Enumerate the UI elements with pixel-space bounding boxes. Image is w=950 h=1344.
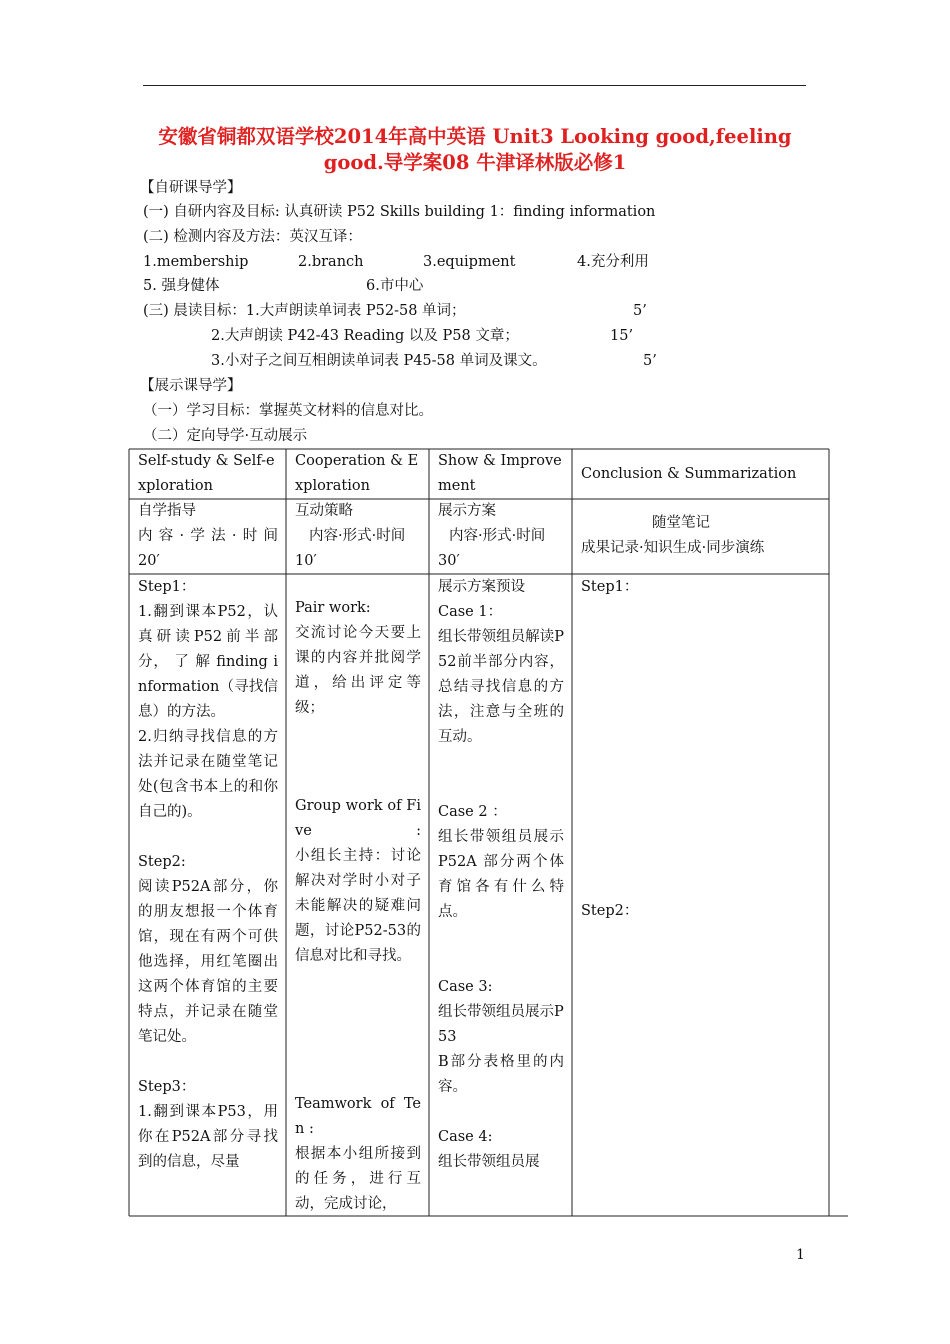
header-cooperation-text: Cooperation & Exploration: [295, 453, 419, 494]
morning-reading-2-time: 15’: [610, 328, 634, 344]
subheader-show: [429, 499, 572, 574]
subheader-line: 展示方案: [438, 503, 496, 519]
case-label: Case 3:: [438, 979, 493, 995]
teamwork-block: [286, 1092, 429, 1215]
subheader-line: 10′: [295, 553, 317, 569]
case-label: Case 1：: [438, 604, 503, 620]
check-method: (二) 检测内容及方法：英汉互译：: [143, 229, 362, 245]
notes-step-1: [572, 575, 829, 605]
morning-reading-3: 3.小对子之间互相朗读单词表 P45-58 单词及课文。: [211, 353, 547, 369]
subheader-cooperation: [286, 499, 429, 574]
document-title: [130, 124, 820, 176]
column-self-study: [129, 575, 286, 1215]
subheader-conclusion: [572, 511, 829, 566]
group-work-label: Group work of Five :: [295, 798, 421, 839]
step-text: 阅读P52A部分，你的朋友想报一个体育馆，现在有两个可供他选择，用红笔圈出这两个体育馆的主要特点，并记录在随堂笔记处。: [138, 879, 278, 1045]
pair-work-text: 交流讨论今天要上课的内容并批阅学道，给出评定等级；: [295, 625, 421, 716]
notes-step-label: Step2：: [581, 903, 639, 919]
notes-step-2: [572, 899, 829, 929]
header-self-study: [129, 449, 286, 499]
group-work-block: [286, 794, 429, 1004]
case-label: Case 2 ：: [438, 804, 507, 820]
group-work-text: 小组长主持：讨论解决对学时小对子未能解决的疑难问题，讨论P52-53的信息对比和寻找。: [295, 848, 421, 964]
case-text: 组长带领组员展示P53: [438, 1004, 564, 1045]
header-self-study-text: Self-study & Self-exploration: [138, 453, 275, 494]
subheader-self-study: [129, 499, 286, 574]
subheader-line: 内容·学法·时间: [138, 528, 278, 544]
column-show: [429, 575, 572, 1215]
vocab-item: 4.充分利用: [577, 254, 649, 270]
case-label: Case 4:: [438, 1129, 493, 1145]
vocab-item: 2.branch: [298, 254, 364, 270]
subheader-line: 20′: [138, 553, 160, 569]
self-study-heading: 【自研课导学】: [140, 180, 242, 196]
subheader-line: 成果记录·知识生成·同步演练: [581, 540, 765, 556]
case-text: B部分表格里的内容。: [438, 1054, 564, 1095]
step-label: Step3：: [138, 1079, 196, 1095]
case-text: 组长带领组员展示 P52A 部分两个体育馆各有什么特点。: [438, 829, 564, 920]
case-text: 组长带领组员解读P52前半部分内容，总结寻找信息的方法，注意与全班的互动。: [438, 629, 564, 745]
vocab-item: 3.equipment: [423, 254, 516, 270]
morning-reading-1-time: 5’: [633, 303, 647, 319]
notes-step-label: Step1：: [581, 579, 639, 595]
header-rule: [143, 85, 806, 86]
title-line-2: good.导学案08 牛津译林版必修1: [323, 151, 627, 174]
display-heading: 【展示课导学】: [140, 378, 242, 394]
morning-reading-3-time: 5’: [643, 353, 657, 369]
guidance-heading: （二）定向导学·互动展示: [143, 428, 308, 444]
vocab-item: 6.市中心: [366, 278, 424, 294]
step-text: 1.翻到课本P52，认真研读P52前半部分， 了 解 finding information（寻找信息）的方法。: [138, 604, 278, 720]
teamwork-text: 根据本小组所接到的任务，进行互动，完成讨论，: [295, 1146, 421, 1212]
morning-reading-1: (三) 晨读目标：1.大声朗读单词表 P52-58 单词；: [143, 303, 466, 319]
case-text: 组长带领组员展: [438, 1154, 540, 1170]
step-label: Step2:: [138, 854, 186, 870]
subheader-line: 内容·形式·时间: [449, 528, 546, 544]
vocab-item: 5. 强身健体: [143, 278, 220, 294]
title-line-1: 安徽省铜都双语学校2014年高中英语 Unit3 Looking good,feeling: [158, 125, 792, 148]
plan-label: 展示方案预设: [438, 579, 525, 595]
morning-reading-2: 2.大声朗读 P42-43 Reading 以及 P58 文章；: [211, 328, 519, 344]
header-conclusion-text: Conclusion & Summarization: [581, 466, 797, 482]
subheader-line: 互动策略: [295, 503, 353, 519]
subheader-line: 30′: [438, 553, 460, 569]
header-cooperation: [286, 449, 429, 499]
step-text: 2.归纳寻找信息的方法并记录在随堂笔记处(包含书本上的和你自己的)。: [138, 729, 278, 820]
page-number: 1: [796, 1247, 805, 1263]
header-show-text: Show & Improvement: [438, 453, 562, 494]
vocab-item: 1.membership: [143, 254, 249, 270]
pair-work-block: [286, 596, 429, 806]
learning-objective: （一）学习目标：掌握英文材料的信息对比。: [143, 403, 433, 419]
pair-work-label: Pair work:: [295, 600, 371, 616]
header-show: [429, 449, 572, 499]
header-conclusion: [572, 462, 829, 492]
subheader-line: 自学指导: [138, 503, 196, 519]
step-text: 1.翻到课本P53，用你在P52A部分寻找到的信息，尽量: [138, 1104, 278, 1170]
subheader-line: 随堂笔记: [652, 515, 710, 531]
self-study-goal: (一) 自研内容及目标: 认真研读 P52 Skills building 1：finding information: [143, 204, 656, 220]
step-label: Step1：: [138, 579, 196, 595]
subheader-line: 内容·形式·时间: [309, 528, 406, 544]
teamwork-label: Teamwork of Ten :: [295, 1096, 421, 1137]
